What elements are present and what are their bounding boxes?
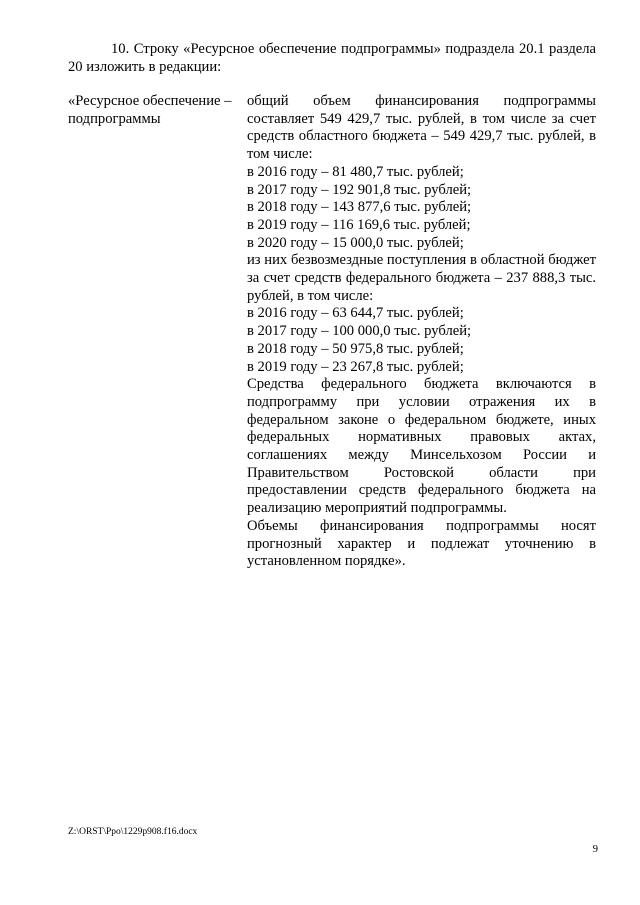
- page-number: 9: [592, 844, 598, 855]
- federal-funding-text: из них безвозмездные поступления в областной бюджет за счет средств федерального бюджета – 237 888,3 тыс. рублей, в том числе:: [247, 252, 596, 304]
- total-funding-text: общий объем финансирования подпрограммы составляет 549 429,7 тыс. рублей, в том числе за счет средств областного бюджета – 549 429,7 тыс. рублей, в том числе:: [247, 93, 596, 163]
- federal-funding-2017: в 2017 году – 100 000,0 тыс. рублей;: [247, 323, 472, 340]
- row-content: [247, 93, 596, 571]
- amendment-text: 10. Строку «Ресурсное обеспечение подпрограммы» подраздела 20.1 раздела 20 изложить в редакции:: [68, 41, 596, 75]
- funding-2018: в 2018 году – 143 877,6 тыс. рублей;: [247, 199, 472, 216]
- amendment-paragraph: [68, 40, 596, 76]
- funding-2019: в 2019 году – 116 169,6 тыс. рублей;: [247, 216, 471, 233]
- federal-funding-2019: в 2019 году – 23 267,8 тыс. рублей;: [247, 358, 464, 375]
- forecast-note: Объемы финансирования подпрограммы носят прогнозный характер и подлежат уточнению в установленном порядке».: [247, 517, 596, 570]
- federal-budget-conditions: Средства федерального бюджета включаются в подпрограмму при условии отражения их в федеральном законе о федеральном бюджете, иных федеральных нормативных правовых актах, соглашениях между Минсельхозом России и Правительством Ростовской области при предоставлении средств федерального бюджета на реализацию мероприятий подпрограммы.: [247, 376, 596, 517]
- federal-funding-2018: в 2018 году – 50 975,8 тыс. рублей;: [247, 340, 464, 357]
- row-label: «Ресурсное обеспечение – подпрограммы: [68, 93, 232, 127]
- funding-2020: в 2020 году – 15 000,0 тыс. рублей;: [247, 234, 464, 251]
- funding-2016: в 2016 году – 81 480,7 тыс. рублей;: [247, 163, 464, 180]
- funding-2017: в 2017 году – 192 901,8 тыс. рублей;: [247, 181, 472, 198]
- file-path-footer: Z:\ORST\Ppo\1229p908.f16.docx: [68, 827, 198, 837]
- federal-funding-2016: в 2016 году – 63 644,7 тыс. рублей;: [247, 305, 464, 322]
